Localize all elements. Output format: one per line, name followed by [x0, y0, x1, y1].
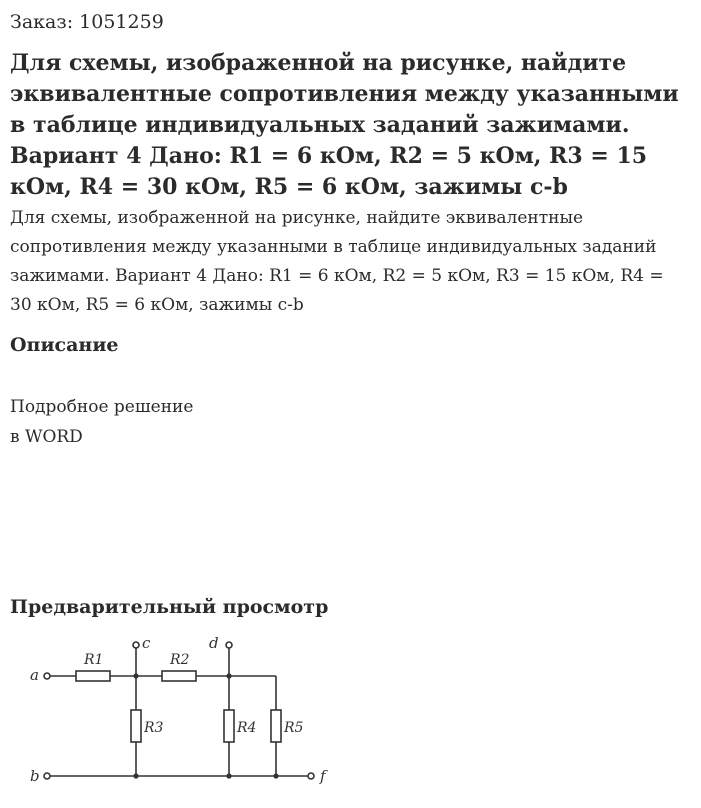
- page-title: Для схемы, изображенной на рисунке, найдите эквивалентные сопротивления между указанными в таблице индивидуальных заданий зажимами. Вариант 4 Дано: R1 = 6 кОм, R2 = 5 кОм, R3 = 15 кОм, R4 = 30 кОм, R5 = 6 кОм, зажимы c-b: [10, 50, 679, 200]
- resistor-r1: [76, 671, 110, 681]
- terminal-a: [44, 673, 50, 679]
- junction-bottom-2: [226, 773, 231, 778]
- label-r4: R4: [237, 720, 257, 736]
- resistor-r2: [162, 671, 196, 681]
- circuit-diagram: [20, 628, 350, 804]
- junction-d: [226, 673, 231, 678]
- resistor-r5: [271, 710, 281, 742]
- label-r3: R3: [144, 720, 164, 736]
- terminal-b: [44, 773, 50, 779]
- terminal-d: [226, 642, 232, 648]
- label-a: a: [30, 666, 39, 684]
- label-f: f: [320, 767, 326, 785]
- label-r1: R1: [84, 652, 104, 668]
- label-r5: R5: [284, 720, 304, 736]
- junction-bottom-3: [273, 773, 278, 778]
- description-line-2: в WORD: [10, 427, 83, 447]
- label-c: c: [142, 634, 151, 652]
- task-description: Для схемы, изображенной на рисунке, найдите эквивалентные сопротивления между указанными в таблице индивидуальных заданий зажимами. Вариант 4 Дано: R1 = 6 кОм, R2 = 5 кОм, R3 = 15 кОм, R4 = 30 кОм, R5 = 6 кОм, зажимы c-b: [10, 208, 664, 315]
- description-heading: Описание: [10, 334, 119, 356]
- preview-heading: Предварительный просмотр: [10, 596, 329, 618]
- circuit-preview-image: [20, 628, 350, 804]
- order-number: Заказ: 1051259: [10, 11, 164, 33]
- label-d: d: [209, 634, 219, 652]
- description-line-1: Подробное решение: [10, 397, 194, 417]
- terminal-c: [133, 642, 139, 648]
- junction-c: [133, 673, 138, 678]
- resistor-r4: [224, 710, 234, 742]
- junction-bottom-1: [133, 773, 138, 778]
- resistor-r3: [131, 710, 141, 742]
- label-b: b: [30, 767, 40, 785]
- terminal-f: [308, 773, 314, 779]
- label-r2: R2: [170, 652, 190, 668]
